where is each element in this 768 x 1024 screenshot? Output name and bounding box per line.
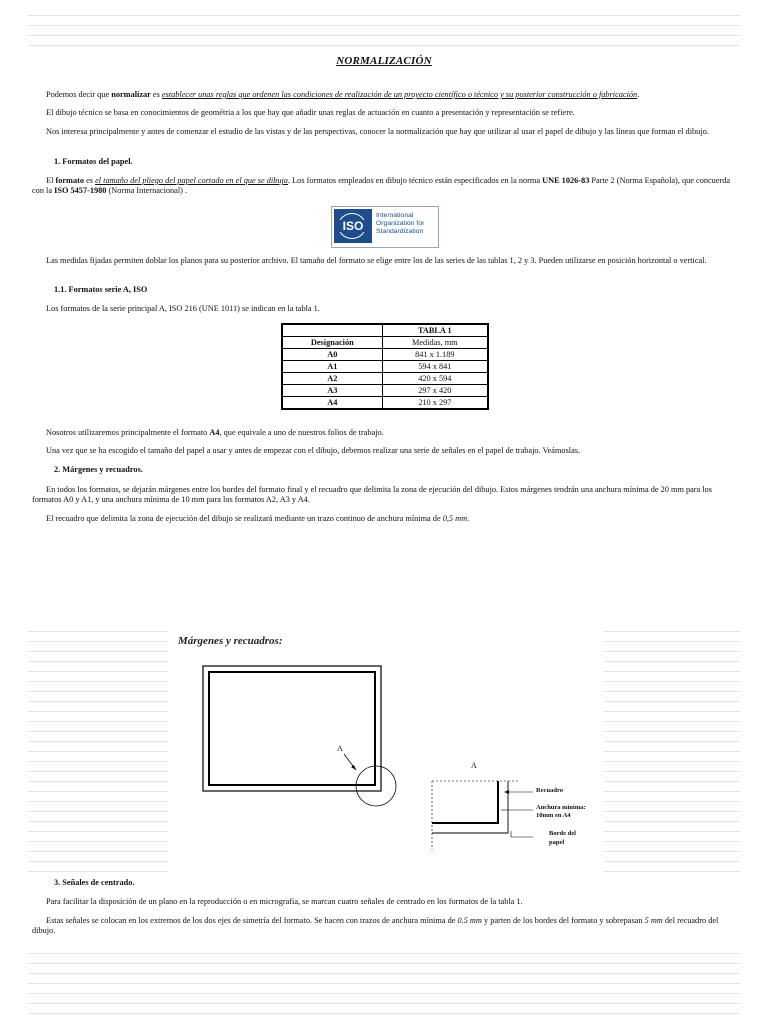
section-1-1-heading: 1.1. Formatos serie A, ISO <box>54 285 148 294</box>
table-cell: A2 <box>282 373 382 385</box>
table-row <box>282 397 488 410</box>
table-header-designation: Designación <box>282 337 382 349</box>
table-header-measures: Medidas, mm <box>382 337 488 349</box>
ruled-background-left <box>28 622 168 872</box>
figure-title: Márgenes y recuadros: <box>178 635 283 647</box>
table-cell: A1 <box>282 361 382 373</box>
table-row <box>282 373 488 385</box>
table-row <box>282 385 488 397</box>
table-cell: A3 <box>282 385 382 397</box>
table-cell: 297 x 420 <box>382 385 488 397</box>
table-cell: 210 x 297 <box>382 397 488 410</box>
iso-logo-text: International Organization for Standardization <box>376 212 425 235</box>
section-1-paragraph-2: Las medidas fijadas permiten doblar los planos para su posterior archivo. El tamaño del formato se elige entre los de las series de las tablas 1, 2 y 3. Pueden utilizarse en posición horizontal o vertical. <box>46 256 707 265</box>
table-corner-cell <box>282 324 382 337</box>
detail-frame <box>432 781 498 823</box>
table-row <box>282 349 488 361</box>
after-table-paragraph-2: Una vez que se ha escogido el tamaño del papel a usar y antes de empezar con el dibujo, debemos realizar una serie de señales en el papel de trabajo. Veámoslas. <box>46 446 581 455</box>
after-table-paragraph-1: Nosotros utilizaremos principalmente el formato A4, que equivale a uno de nuestros folios de trabajo. <box>46 428 384 437</box>
intro-paragraph-3: Nos interesa principalmente y antes de comenzar el estudio de las vistas y de las perspectivas, conocer la normalización que hay que utilizar al usar el papel de dibujo y las líneas que forman el dibujo. <box>46 127 709 136</box>
drawing-frame <box>209 672 375 785</box>
arrow-head <box>351 765 356 770</box>
table-cell: 420 x 594 <box>382 373 488 385</box>
table-cell: 594 x 841 <box>382 361 488 373</box>
intro-paragraph-2: El dibujo técnico se basa en conocimientos de geométria a los que hay que añadir unas reglas de actuación en cuanto a presentación y representación se refiere. <box>46 108 575 117</box>
label-a-detail: A <box>471 761 477 770</box>
iso-logo <box>331 206 439 248</box>
section-3-heading: 3. Señales de centrado. <box>54 878 135 887</box>
page-title: NORMALIZACIÓN <box>336 55 432 67</box>
margins-diagram <box>195 660 615 855</box>
detail-paper-edge <box>432 781 508 833</box>
format-table <box>281 323 489 410</box>
intro-paragraph-1: Podemos decir que normalizar es establecer unas reglas que ordenen las condiciones de realización de un proyecto científico o técnico y su posterior construcción o fabricación. <box>46 90 640 99</box>
table-cell: A0 <box>282 349 382 361</box>
section-3-paragraph-2: Estas señales se colocan en los extremos de los dos ejes de simetría del formato. Se hacen con trazos de anchura mínima de 0.5 mm y parten de los bordes del formato y sobrepasan 5 mm del recuadro del dibujo. <box>32 916 719 936</box>
section-1-1-paragraph: Los formatos de la serie principal A, ISO 216 (UNE 1011) se indican en la tabla 1. <box>46 304 320 313</box>
table-title: TABLA 1 <box>382 324 488 337</box>
ruled-background-top <box>28 6 740 46</box>
ruled-background-bottom <box>28 944 740 1020</box>
table-cell: 841 x 1.189 <box>382 349 488 361</box>
ruled-background-right <box>604 622 740 872</box>
section-2-paragraph-1: En todos los formatos, se dejarán márgenes entre los bordes del formato final y el recuadro que delimita la zona de ejecución del dibujo. Estos márgenes tendrán una anchura mínima de 20 mm para los formatos A0 y A1, y una anchura mínima de 10 mm para los formatos A2, A3 y A4. <box>32 485 712 505</box>
paper-border <box>203 666 381 791</box>
label-anchura: Anchura mínima: 10mm en A4 <box>536 804 586 819</box>
section-2-paragraph-2: El recuadro que delimita la zona de ejecución del dibujo se realizará mediante un trazo continuo de anchura mínima de 0,5 mm. <box>46 514 470 523</box>
table-row <box>282 361 488 373</box>
section-3-paragraph-1: Para facilitar la disposición de un plano en la reproducción o en micrografía, se marcan cuatro señales de centrado en los formatos de la tabla 1. <box>46 897 523 906</box>
section-1-paragraph: El formato es el tamaño del pliego del papel cortado en el que se dibuja. Los formatos empleados en dibujo técnico están especificados en la norma UNE 1026-83 Parte 2 (Norma Española), que concuerda con la ISO 5457-1980 (Norma Internacional) . <box>32 176 731 196</box>
table-cell: A4 <box>282 397 382 410</box>
label-a-main: A <box>337 744 343 753</box>
label-recuadro: Recuadro <box>536 787 563 794</box>
label-borde: Borde del papel <box>549 830 576 846</box>
section-1-heading: 1. Formatos del papel. <box>54 157 133 166</box>
section-2-heading: 2. Márgenes y recuadros. <box>54 465 143 474</box>
iso-logo-emblem: ISO <box>334 209 372 243</box>
